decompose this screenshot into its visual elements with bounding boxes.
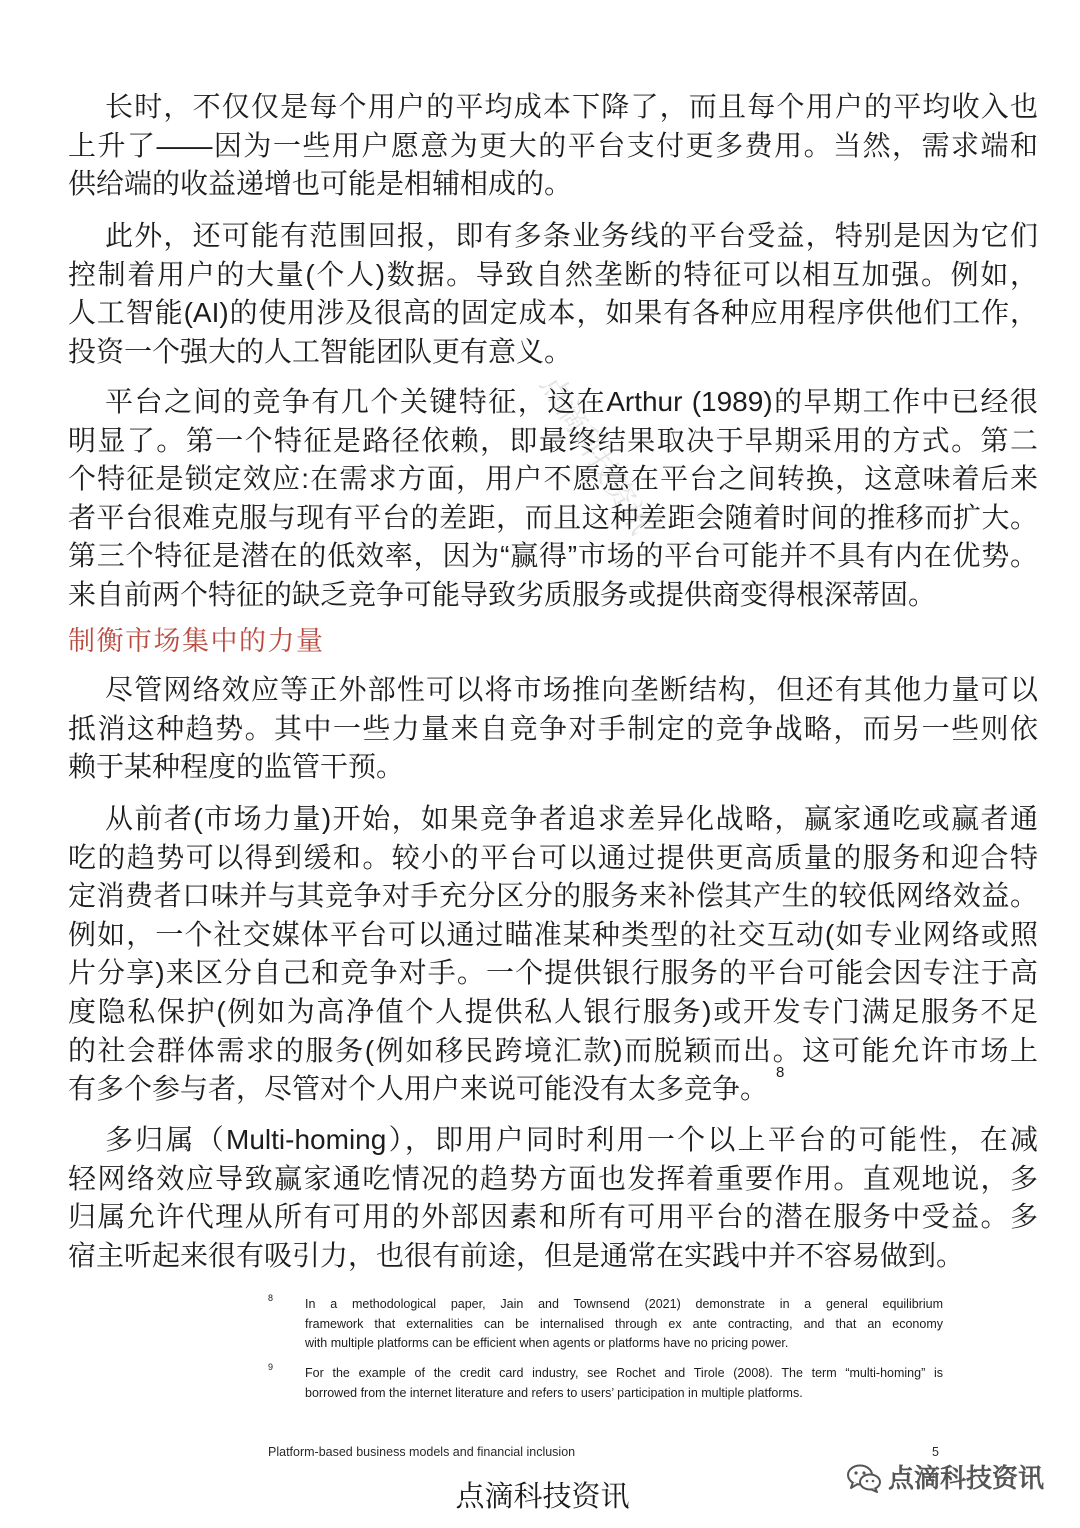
paragraph-line: 个特征是锁定效应:在需求方面，用户不愿意在平台之间转换，这意味着后来: [68, 463, 1038, 495]
body-paragraph: [68, 88, 1038, 204]
paragraph-line: 投资一个强大的人工智能团队更有意义。: [68, 335, 573, 367]
paragraph-line: 第三个特征是潜在的低效率，因为“赢得”市场的平台可能并不具有内在优势。: [68, 540, 1038, 572]
paragraph-line: 尽管网络效应等正外部性可以将市场推向垄断结构，但还有其他力量可以: [105, 674, 1038, 705]
paragraph-line: 抵消这种趋势。其中一些力量来自竞争对手制定的竞争战略，而另一些则依: [68, 712, 1038, 744]
footnote-reference: 8: [776, 1063, 785, 1081]
paragraph-line: 从前者(市场力量)开始，如果竞争者追求差异化战略，赢家通吃或赢者通: [105, 803, 1038, 834]
bottom-caption: 点滴科技资讯: [455, 1479, 630, 1513]
paragraph-line: 平台之间的竞争有几个关键特征，这在Arthur (1989)的早期工作中已经很: [105, 386, 1038, 417]
paragraph-line-with-footnote: [68, 1063, 1038, 1109]
paragraph-line-text: 有多个参与者，尽管对个人用户来说可能没有太多竞争。: [68, 1073, 769, 1105]
paragraph-line: 人工智能(AI)的使用涉及很高的固定成本，如果有各种应用程序供他们工作，: [68, 297, 1038, 329]
paragraph-line: 归属允许代理从所有可用的外部因素和所有可用平台的潜在服务中受益。多: [68, 1201, 1038, 1233]
footnote-text: [305, 1295, 943, 1354]
paragraph-line: 供给端的收益递增也可能是相辅相成的。: [68, 168, 573, 200]
paragraph-line: 定消费者口味并与其竞争对手充分区分的服务来补偿其产生的较低网络效益。: [68, 880, 1038, 912]
body-paragraph: [68, 217, 1038, 371]
footer-title: Platform-based business models and financial inclusion: [268, 1445, 576, 1459]
footnote-line: borrowed from the internet literature and refers to users’ participation in multiple platforms.: [305, 1385, 803, 1400]
footnote: [268, 1364, 948, 1434]
paragraph-line: 多归属（Multi-homing），即用户同时利用一个以上平台的可能性，在减: [105, 1124, 1038, 1155]
paragraph-line: 的社会群体需求的服务(例如移民跨境汇款)而脱颖而出。这可能允许市场上: [68, 1034, 1038, 1066]
section-heading: 制衡市场集中的力量: [68, 626, 325, 656]
paragraph-line: 片分享)来区分自己和竞争对手。一个提供银行服务的平台可能会因专注于高: [68, 957, 1038, 989]
paragraph-line: 上升了——因为一些用户愿意为更大的平台支付更多费用。当然，需求端和: [68, 129, 1038, 161]
body-paragraph: [68, 671, 1038, 787]
footnote-number: 9: [268, 1362, 274, 1372]
footnote-line: with multiple platforms can be efficient when agents or platforms have no pricing power.: [305, 1336, 789, 1351]
body-paragraph: [68, 383, 1038, 615]
paragraph-line: 控制着用户的大量(个人)数据。导致自然垄断的特征可以相互加强。例如，: [68, 258, 1038, 290]
page-number: 5: [932, 1445, 939, 1459]
paragraph-line: 吃的趋势可以得到缓和。较小的平台可以通过提供更高质量的服务和迎合特: [68, 841, 1038, 873]
paragraph-line: 来自前两个特征的缺乏竞争可能导致劣质服务或提供商变得根深蒂固。: [68, 578, 937, 610]
body-paragraph: [68, 800, 1038, 1109]
wechat-icon: [846, 1463, 882, 1493]
paragraph-line: 赖于某种程度的监管干预。: [68, 751, 405, 783]
paragraph-line: 度隐私保护(例如为高净值个人提供私人银行服务)或开发专门满足服务不足: [68, 995, 1038, 1027]
body-paragraph: [68, 1121, 1038, 1275]
paragraph-line: 此外，还可能有范围回报，即有多条业务线的平台受益，特别是因为它们: [105, 220, 1038, 251]
paragraph-line: 宿主听起来很有吸引力，也很有前途，但是通常在实践中并不容易做到。: [68, 1239, 965, 1271]
footnote-line: For the example of the credit card industry, see Rochet and Tirole (2008). The term “multi-homing” is: [305, 1366, 943, 1380]
paragraph-line: 明显了。第一个特征是路径依赖，即最终结果取决于早期采用的方式。第二: [68, 424, 1038, 456]
footnote-text: [305, 1364, 943, 1403]
paragraph-line: 例如，一个社交媒体平台可以通过瞄准某种类型的社交互动(如专业网络或照: [68, 918, 1038, 950]
wechat-account-name: 点滴科技资讯: [888, 1463, 1045, 1493]
paragraph-line: 轻网络效应导致赢家通吃情况的趋势方面也发挥着重要作用。直观地说，多: [68, 1162, 1038, 1194]
footnote-number: 8: [268, 1293, 274, 1303]
footnote-line: In a methodological paper, Jain and Townsend (2021) demonstrate in a general equilibrium: [305, 1297, 943, 1311]
paragraph-line: 者平台很难克服与现有平台的差距，而且这种差距会随着时间的推移而扩大。: [68, 501, 1038, 533]
diagonal-watermark: 点滴科技资讯: [533, 369, 658, 540]
paragraph-line: 长时，不仅仅是每个用户的平均成本下降了，而且每个用户的平均收入也: [105, 91, 1038, 122]
footnote-line: framework that externalities can be internalised through ex ante contracting, and that an economy: [305, 1316, 943, 1331]
footnote: [268, 1295, 948, 1365]
